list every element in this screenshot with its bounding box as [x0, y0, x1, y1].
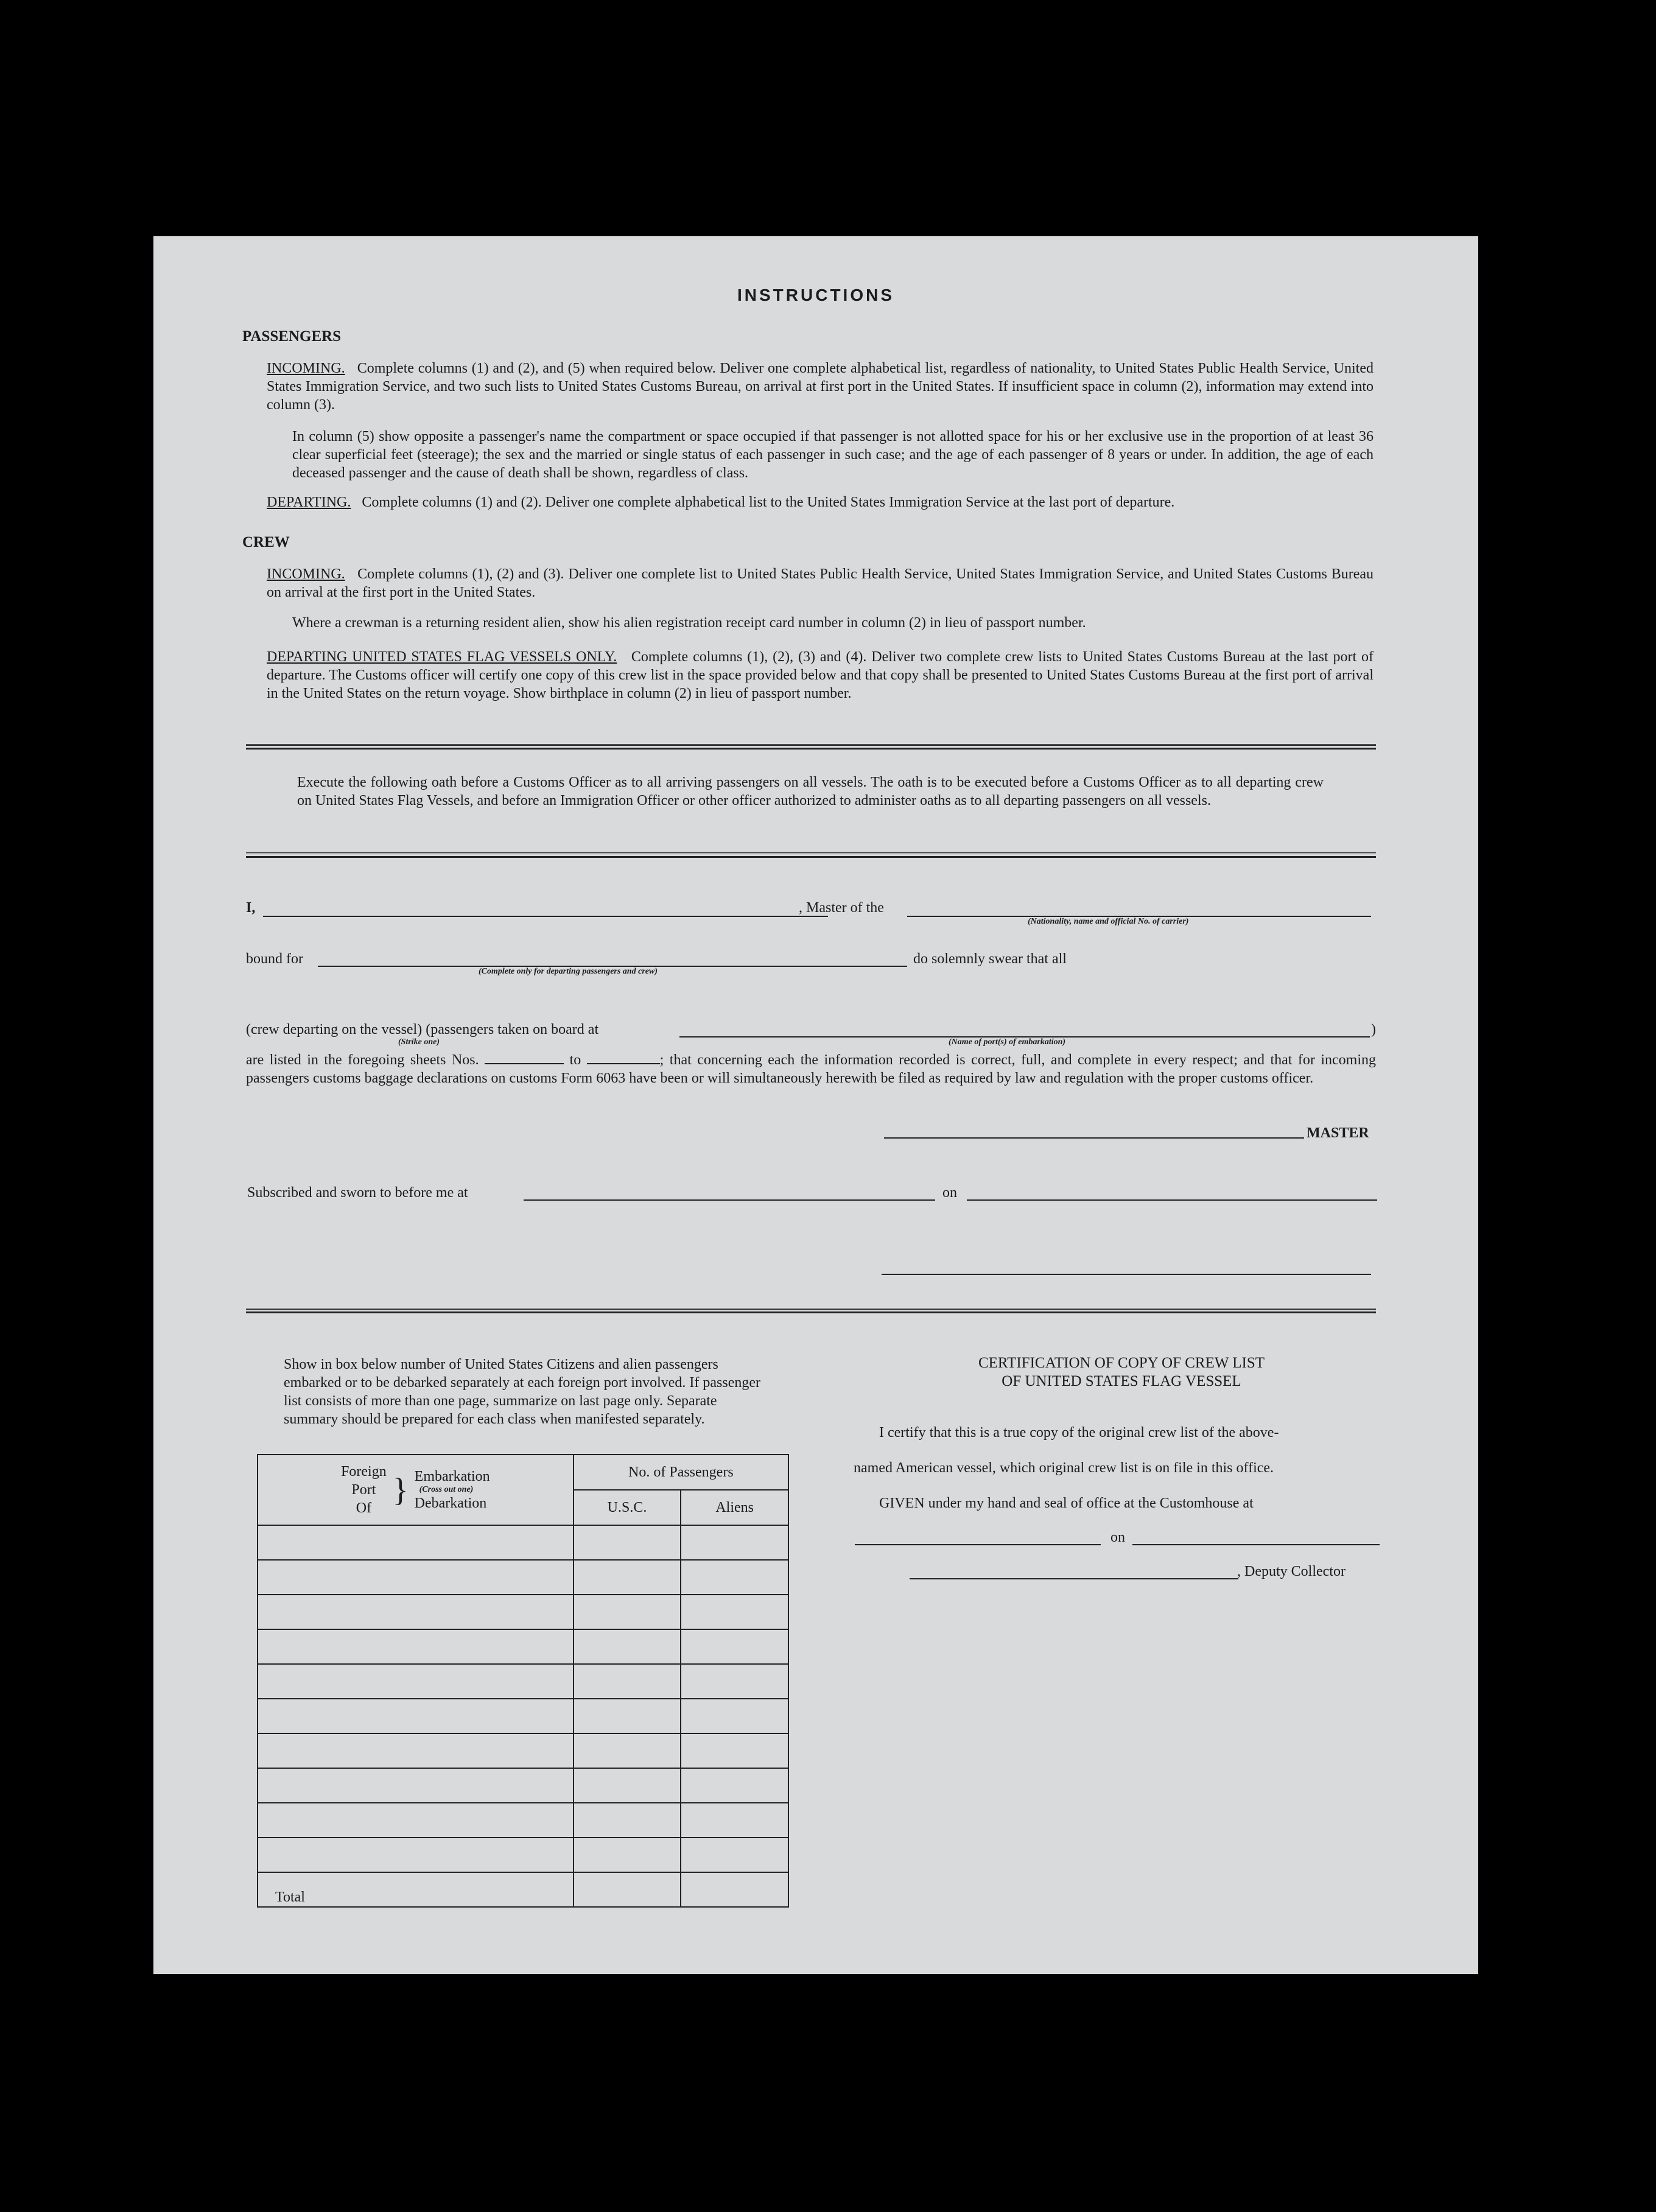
subscribed-date-line[interactable]	[967, 1199, 1377, 1201]
table-row	[258, 1803, 788, 1838]
master-label: MASTER	[1307, 1125, 1369, 1141]
embarkation-label: Embarkation	[414, 1469, 490, 1484]
total-label: Total	[258, 1872, 574, 1907]
sheet-from-line[interactable]	[485, 1063, 564, 1064]
oath-i-label: I,	[246, 900, 256, 916]
usc-cell[interactable]	[574, 1664, 681, 1699]
swear-text: do solemnly swear that all	[913, 951, 1067, 967]
table-row	[258, 1699, 788, 1733]
usc-cell[interactable]	[574, 1838, 681, 1872]
certification-on-label: on	[1110, 1529, 1125, 1545]
aliens-cell[interactable]	[681, 1699, 788, 1733]
strike-one-note: (Strike one)	[398, 1038, 440, 1047]
subscribed-place-line[interactable]	[524, 1199, 935, 1201]
usc-cell[interactable]	[574, 1768, 681, 1803]
passengers-incoming-text: Complete columns (1) and (2), and (5) when required below. Deliver one complete alphabetical list, regardless of nationality, to United States Public Health Service, United States Immigration Service, and two such lists to United States Customs Bureau, on arrival at first port in the United States. If insufficient space in column (2), information may extend into column (3).	[267, 360, 1374, 413]
port-cell[interactable]	[258, 1525, 574, 1560]
bound-for-label: bound for	[246, 951, 303, 967]
subscribed-on-label: on	[942, 1185, 957, 1201]
passengers-departing-text: Complete columns (1) and (2). Deliver one complete alphabetical list to the United States Immigration Service at the last port of departure.	[362, 494, 1175, 510]
certification-line2: named American vessel, which original crew list is on file in this office.	[854, 1460, 1274, 1476]
aliens-cell[interactable]	[681, 1733, 788, 1768]
passengers-departing-label: DEPARTING.	[267, 494, 351, 510]
passenger-summary-table	[257, 1454, 789, 1908]
document-page	[153, 236, 1478, 1974]
usc-cell[interactable]	[574, 1699, 681, 1733]
to-label: to	[569, 1052, 581, 1068]
passengers-incoming-label: INCOMING.	[267, 360, 345, 376]
embarkation-note: (Name of port(s) of embarkation)	[949, 1038, 1066, 1047]
officer-signature-line[interactable]	[882, 1274, 1371, 1275]
aliens-cell[interactable]	[681, 1525, 788, 1560]
divider	[246, 744, 1376, 750]
port-cell[interactable]	[258, 1560, 574, 1595]
usc-cell[interactable]	[574, 1803, 681, 1838]
crew-incoming-text: Complete columns (1), (2) and (3). Deliver one complete list to United States Public Health Service, United States Immigration Service, and United States Customs Bureau on arrival at the first port in the United States.	[267, 566, 1374, 600]
no-passengers-header: No. of Passengers	[574, 1455, 788, 1490]
crew-passengers-text: (crew departing on the vessel) (passengers taken on board at	[246, 1022, 599, 1038]
port-cell[interactable]	[258, 1664, 574, 1699]
certification-title-line1: CERTIFICATION OF COPY OF CREW LIST	[978, 1355, 1265, 1371]
table-row	[258, 1768, 788, 1803]
divider	[246, 1308, 1376, 1313]
divider	[246, 852, 1376, 858]
usc-header: U.S.C.	[574, 1490, 681, 1525]
crew-heading: CREW	[242, 534, 290, 550]
usc-cell[interactable]	[574, 1733, 681, 1768]
table-row	[258, 1560, 788, 1595]
table-row	[258, 1595, 788, 1629]
aliens-cell[interactable]	[681, 1803, 788, 1838]
passengers-incoming-paragraph	[267, 359, 1374, 414]
carrier-note: (Nationality, name and official No. of carrier)	[1028, 917, 1189, 926]
crew-departing-label: DEPARTING UNITED STATES FLAG VESSELS ONLY.	[267, 649, 617, 665]
certification-line3: GIVEN under my hand and seal of office at the Customhouse at	[879, 1495, 1254, 1511]
certification-date-line[interactable]	[1132, 1544, 1380, 1545]
listed-rest: ; that concerning each the information recorded is correct, full, and complete in every respect; and that for incoming passengers customs baggage declarations on customs Form 6063 have been or will simultaneously herewith be filed as required by law and regulation with the proper customs officer.	[246, 1052, 1377, 1086]
table-row	[258, 1838, 788, 1872]
passengers-column5-paragraph: In column (5) show opposite a passenger's name the compartment or space occupied if that passenger is not allotted space for his or her exclusive use in the proportion of at least 36 clear superficial feet (steerage); the sex and the married or single status of each passenger in such case; and the age of each passenger of 8 years or under. In addition, the age of each deceased passenger and the cause of death shall be shown, regardless of class.	[292, 429, 1374, 481]
crew-departing-paragraph	[267, 648, 1374, 703]
table-row	[258, 1525, 788, 1560]
debarkation-label: Debarkation	[414, 1495, 487, 1511]
port-cell[interactable]	[258, 1768, 574, 1803]
aliens-total-cell[interactable]	[681, 1872, 788, 1907]
box-instructions: Show in box below number of United States Citizens and alien passengers embarked or to be debarked separately at each foreign port involved. If passenger list consists of more than one page, summarize on last page only. Separate summary should be prepared for each class when manifested separately.	[284, 1357, 760, 1427]
aliens-header: Aliens	[681, 1490, 788, 1525]
table-row	[258, 1664, 788, 1699]
port-cell[interactable]	[258, 1629, 574, 1664]
certification-title-line2: OF UNITED STATES FLAG VESSEL	[1002, 1373, 1241, 1389]
foreign-label: Foreign	[341, 1464, 387, 1480]
aliens-cell[interactable]	[681, 1768, 788, 1803]
listed-start: are listed in the foregoing sheets Nos.	[246, 1052, 479, 1068]
port-header-cell	[258, 1455, 574, 1525]
oath-instructions: Execute the following oath before a Customs Officer as to all arriving passengers on all vessels. The oath is to be executed before a Customs Officer as to all departing crew on United States Flag Vessels, and before an Immigration Officer or other officer authorized to administer oaths as to all departing passengers on all vessels.	[297, 774, 1324, 809]
passengers-departing-paragraph	[267, 493, 1374, 511]
port-cell[interactable]	[258, 1595, 574, 1629]
deputy-collector-label: , Deputy Collector	[1237, 1564, 1345, 1579]
cross-out-note: (Cross out one)	[419, 1485, 474, 1494]
crew-incoming-label: INCOMING.	[267, 566, 345, 582]
crew-departing-text: Complete columns (1), (2), (3) and (4). Deliver two complete crew lists to United States Customs Bureau at the last port of departure. The Customs officer will certify one copy of this crew list in the space provided below and that copy shall be presented to United States Customs Bureau at the first port of arrival in the United States on the return voyage. Show birthplace in column (2) in lieu of passport number.	[267, 649, 1374, 701]
crew-resident-paragraph: Where a crewman is a returning resident alien, show his alien registration receipt card number in column (2) in lieu of passport number.	[292, 615, 1086, 631]
certification-title	[872, 1354, 1371, 1391]
master-of-the-label: , Master of the	[799, 900, 884, 916]
subscribed-label: Subscribed and sworn to before me at	[247, 1185, 468, 1201]
aliens-cell[interactable]	[681, 1629, 788, 1664]
aliens-cell[interactable]	[681, 1838, 788, 1872]
deputy-signature-line[interactable]	[910, 1578, 1238, 1579]
aliens-cell[interactable]	[681, 1595, 788, 1629]
usc-cell[interactable]	[574, 1560, 681, 1595]
port-cell[interactable]	[258, 1699, 574, 1733]
usc-cell[interactable]	[574, 1629, 681, 1664]
usc-cell[interactable]	[574, 1595, 681, 1629]
port-label: Port	[351, 1482, 376, 1498]
passengers-heading: PASSENGERS	[242, 328, 342, 345]
certification-line1: I certify that this is a true copy of the original crew list of the above-	[879, 1425, 1279, 1441]
usc-total-cell[interactable]	[574, 1872, 681, 1907]
crew-incoming-paragraph	[267, 565, 1374, 602]
brace-icon: }	[392, 1472, 409, 1508]
master-signature-line[interactable]	[884, 1137, 1304, 1139]
aliens-cell[interactable]	[681, 1560, 788, 1595]
customhouse-line[interactable]	[855, 1544, 1101, 1545]
port-cell[interactable]	[258, 1838, 574, 1872]
sheet-to-line[interactable]	[587, 1063, 660, 1064]
usc-cell[interactable]	[574, 1525, 681, 1560]
listed-paragraph	[246, 1051, 1376, 1087]
close-paren: )	[1371, 1022, 1376, 1038]
port-cell[interactable]	[258, 1803, 574, 1838]
table-row	[258, 1629, 788, 1664]
table-row	[258, 1733, 788, 1768]
bound-for-note: (Complete only for departing passengers and crew)	[479, 967, 658, 976]
aliens-cell[interactable]	[681, 1664, 788, 1699]
port-cell[interactable]	[258, 1733, 574, 1768]
of-label: Of	[356, 1500, 372, 1516]
name-line[interactable]	[263, 916, 828, 917]
page-title: INSTRUCTIONS	[737, 286, 894, 304]
total-row	[258, 1872, 788, 1907]
